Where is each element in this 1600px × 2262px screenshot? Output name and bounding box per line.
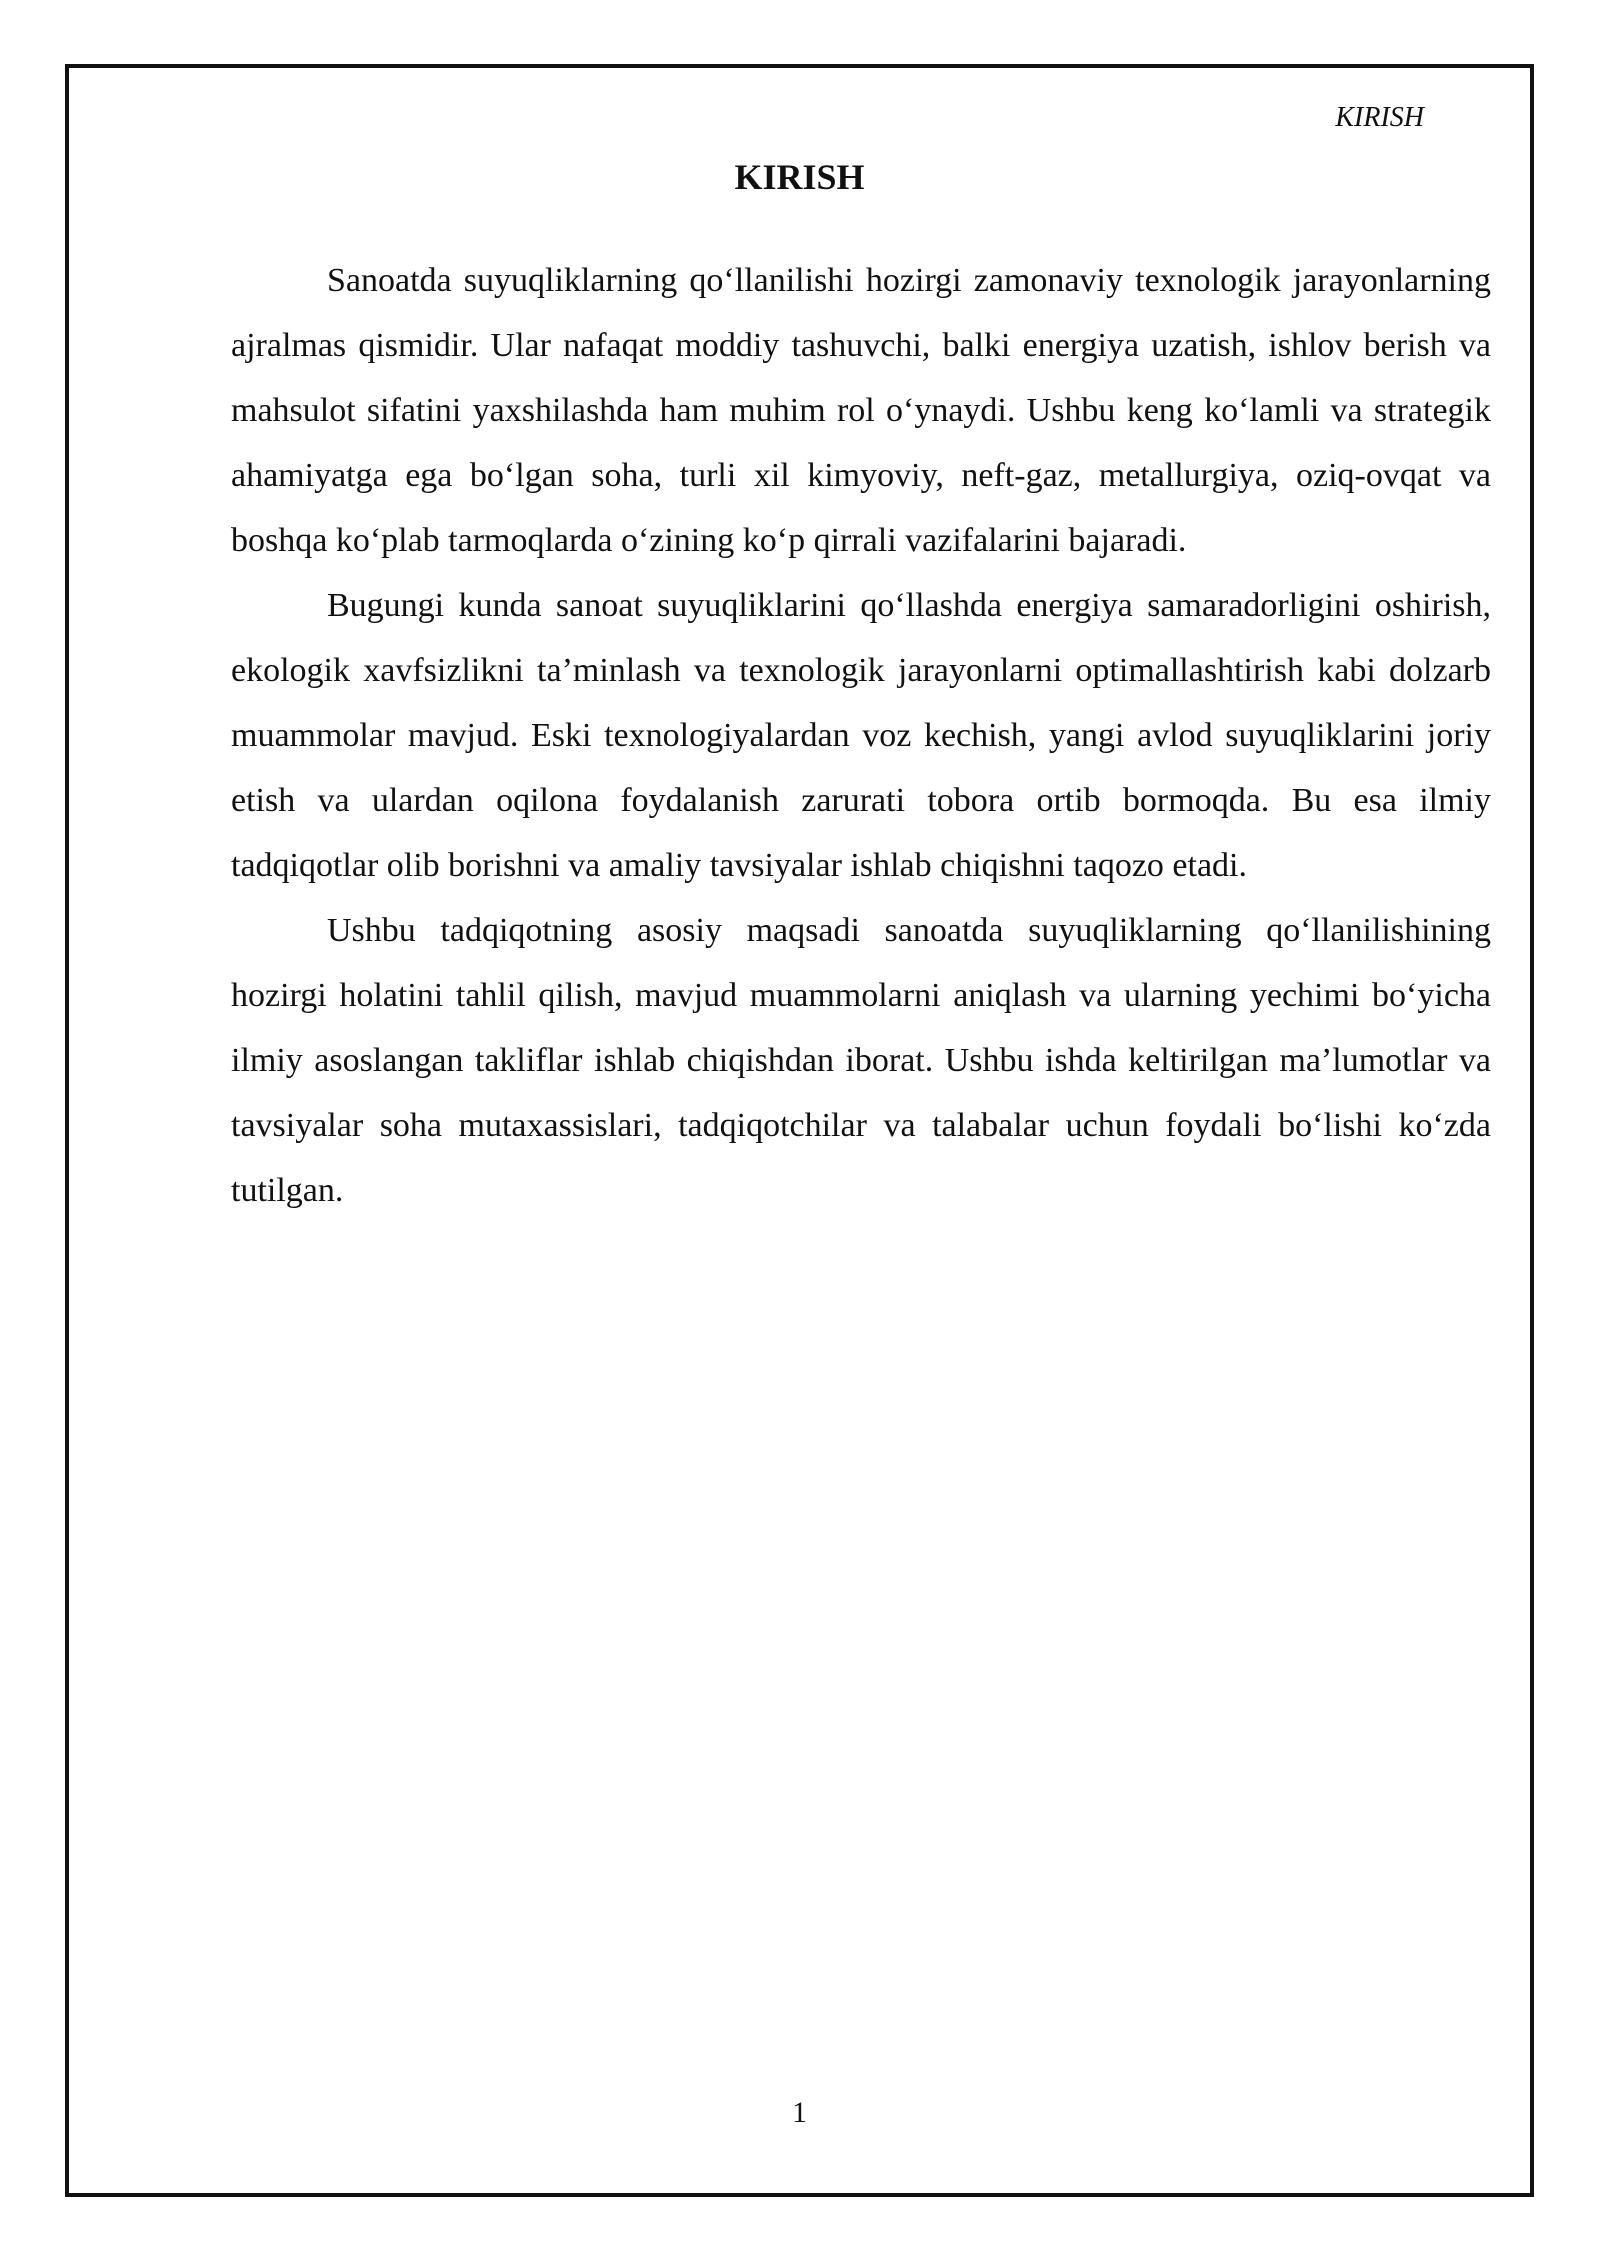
body-text [231,248,1491,1223]
paragraph-1: Sanoatda suyuqliklarning qo‘llanilishi hozirgi zamonaviy texnologik jarayonlarning ajralmas qismidir. Ular nafaqat moddiy tashuvchi, balki energiya uzatish, ishlov berish va mahsulot sifatini yaxshilashda ham muhim rol o‘ynaydi. Ushbu keng ko‘lamli va strategik ahamiyatga ega bo‘lgan soha, turli xil kimyoviy, neft-gaz, metallurgiya, oziq-ovqat va boshqa ko‘plab tarmoqlarda o‘zining ko‘p qirrali vazifalarini bajaradi. [231,262,1491,559]
page-frame [65,64,1534,2197]
page-number: 1 [792,2096,807,2129]
running-header: KIRISH [1335,102,1424,133]
paragraph-3: Ushbu tadqiqotning asosiy maqsadi sanoatda suyuqliklarning qo‘llanilishining hozirgi holatini tahlil qilish, mavjud muammolarni aniqlash va ularning yechimi bo‘yicha ilmiy asoslangan takliflar ishlab chiqishdan iborat. Ushbu ishda keltirilgan ma’lumotlar va tavsiyalar soha mutaxassislari, tadqiqotchilar va talabalar uchun foydali bo‘lishi ko‘zda tutilgan. [231,912,1491,1209]
paragraph-2: Bugungi kunda sanoat suyuqliklarini qo‘llashda energiya samaradorligini oshirish, ekologik xavfsizlikni ta’minlash va texnologik jarayonlarni optimallashtirish kabi dolzarb muammolar mavjud. Eski texnologiyalardan voz kechish, yangi avlod suyuqliklarini joriy etish va ulardan oqilona foydalanish zarurati tobora ortib bormoqda. Bu esa ilmiy tadqiqotlar olib borishni va amaliy tavsiyalar ishlab chiqishni taqozo etadi. [231,587,1491,884]
page-title: KIRISH [734,157,865,197]
